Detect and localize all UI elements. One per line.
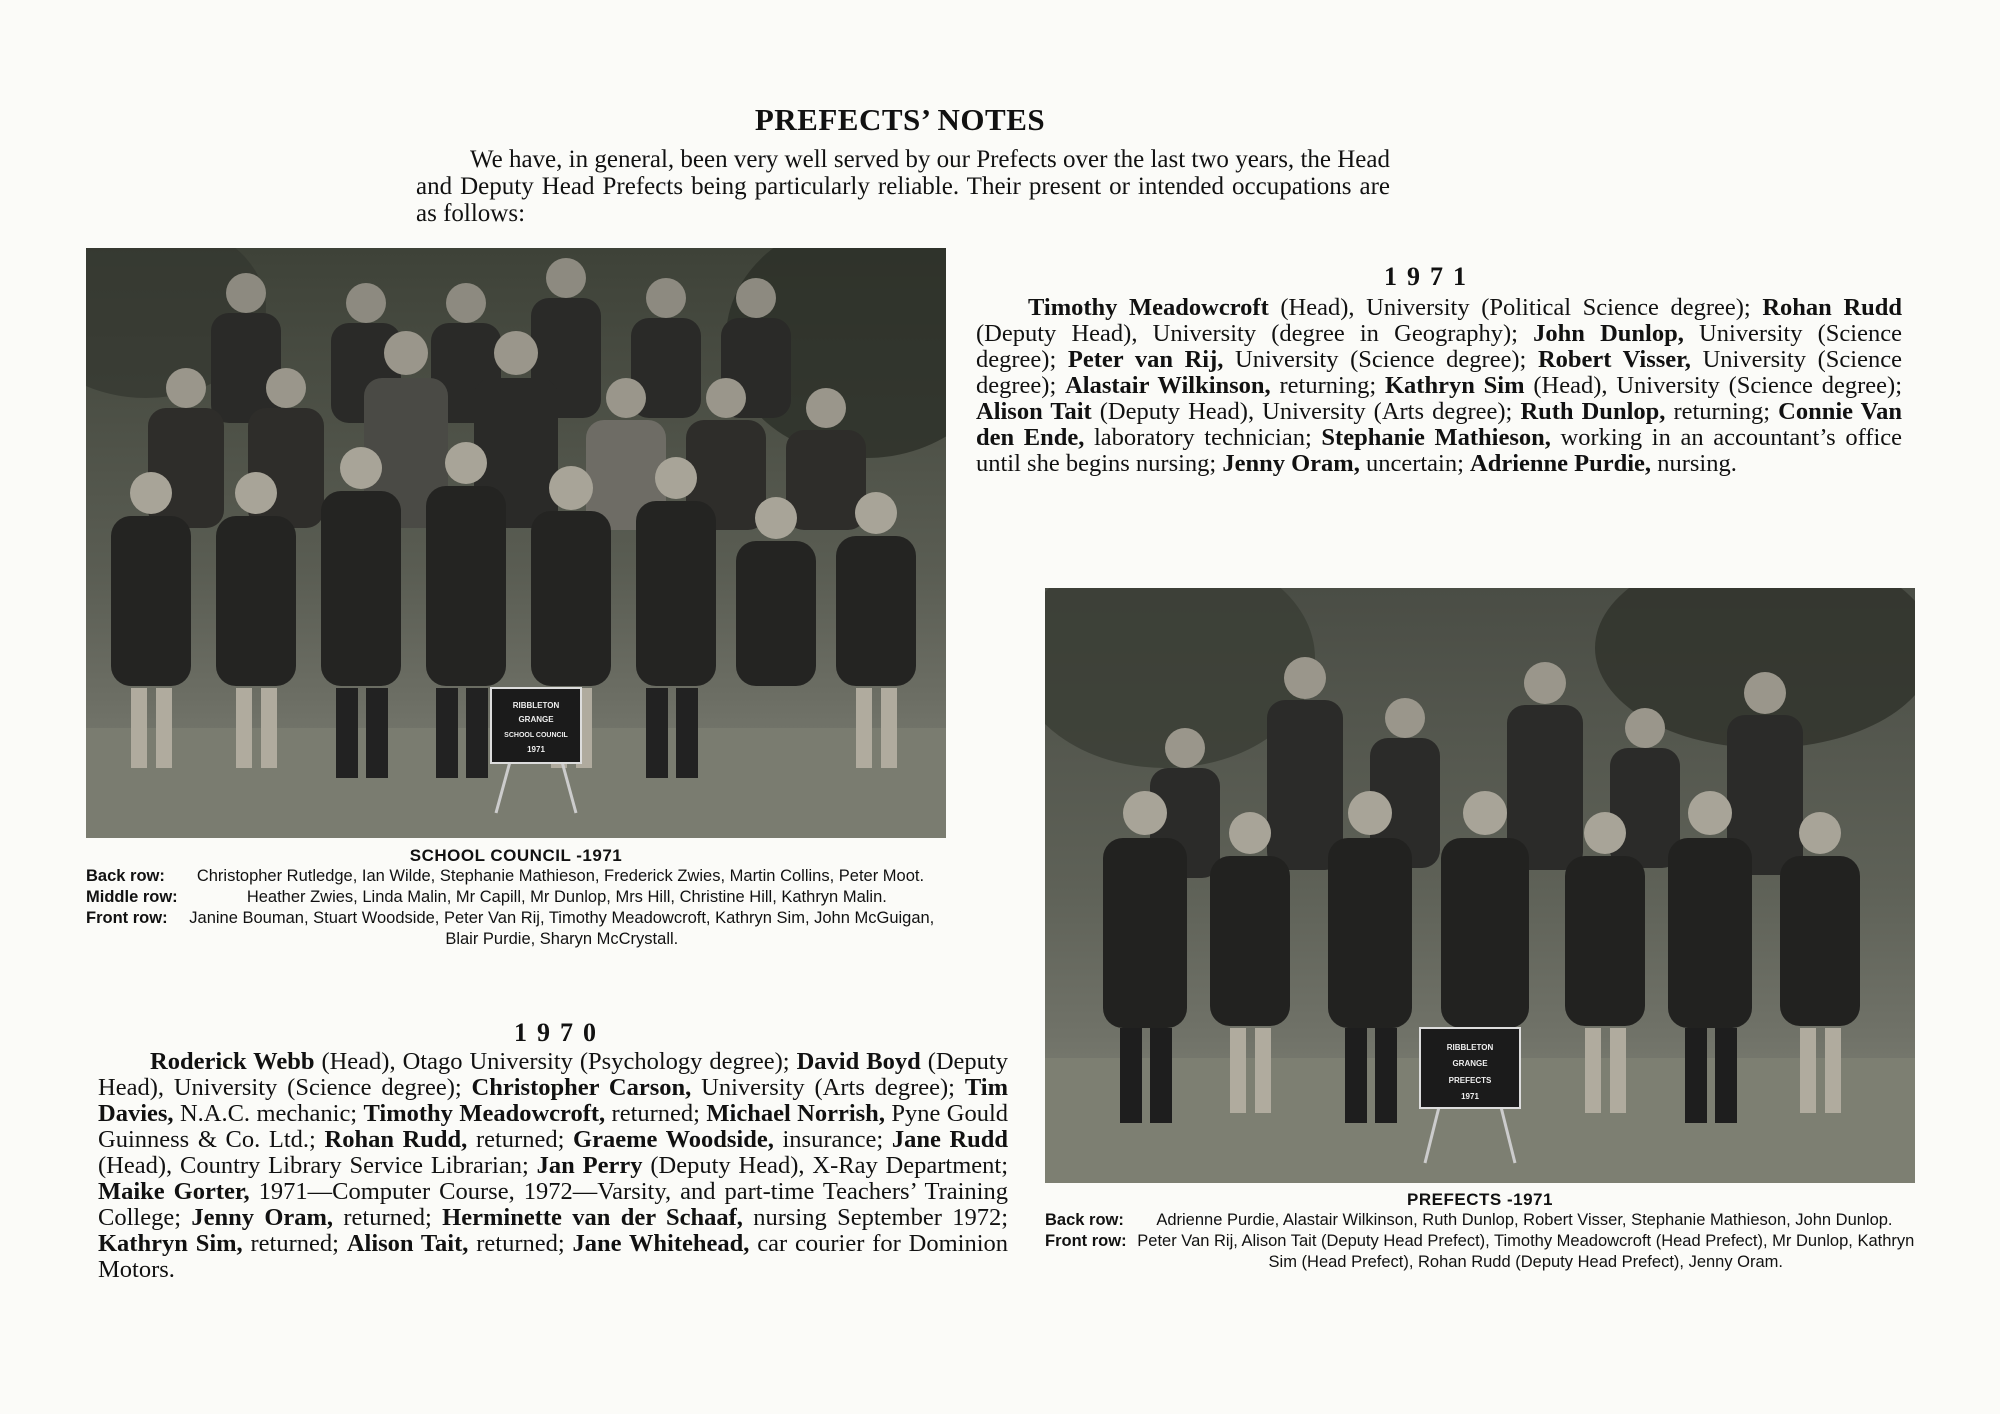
year-1970-entry-text: N.A.C. mechanic; xyxy=(173,1100,364,1127)
year-1971-entry-text: (Head), University (Science degree); xyxy=(1524,372,1903,399)
year-1971-entry-text: University (Science degree); xyxy=(1223,346,1538,373)
caption-row xyxy=(1045,1231,1915,1273)
sign2-line3: PREFECTS xyxy=(1448,1076,1492,1085)
year-1970-entry-name: Christopher Carson, xyxy=(471,1074,692,1101)
caption-row xyxy=(86,887,946,908)
year-1971-entry-name: Kathryn Sim xyxy=(1384,372,1525,399)
year-1971-entry-name: Jenny Oram, xyxy=(1222,450,1360,477)
caption-row-names: Janine Bouman, Stuart Woodside, Peter Van Rij, Timothy Meadowcroft, Kathryn Sim, John McGuigan, Blair Purdie, Sharyn McCrystall. xyxy=(189,909,935,948)
year-1970-heading: 1970 xyxy=(514,1018,606,1047)
year-1971-entry-name: Ruth Dunlop, xyxy=(1520,398,1666,425)
year-1970-entry-text: returned; xyxy=(242,1230,347,1257)
year-1971-entry-name: Stephanie Mathieson, xyxy=(1321,424,1551,451)
page-title: PREFECTS’ NOTES xyxy=(754,102,1046,137)
caption-row-names: Heather Zwies, Linda Malin, Mr Capill, Mr Dunlop, Mrs Hill, Christine Hill, Kathryn Malin. xyxy=(246,888,887,906)
year-1971-entry-text: (Deputy Head), University (degree in Geography); xyxy=(976,320,1534,347)
school-council-caption xyxy=(86,846,946,950)
caption-row-label: Back row: xyxy=(86,867,165,885)
year-1970-entry-text: University (Arts degree); xyxy=(691,1074,965,1101)
year-1970-entry-name: Rohan Rudd, xyxy=(324,1126,468,1153)
sign2-line4: 1971 xyxy=(1461,1092,1479,1101)
year-1971-text xyxy=(976,295,1902,477)
year-1970-entry-text: (Head), Otago University (Psychology degree); xyxy=(314,1048,797,1075)
year-1971-entry-text: working in an accountant’s office until she begins nursing; xyxy=(976,424,1903,477)
year-1971-entry-name: Alastair Wilkinson, xyxy=(1065,372,1271,399)
sign2-line2: GRANGE xyxy=(1452,1059,1488,1068)
year-1971-entry-text: University (Science degree); xyxy=(976,320,1902,373)
intro-text: We have, in general, been very well served by our Prefects over the last two years, the Head and Deputy Head Prefects being particularly reliable. Their present or intended occupations are as follows: xyxy=(416,146,1390,227)
year-1970-entry-name: Herminette van der Schaaf, xyxy=(442,1204,743,1231)
year-1970-entry-name: Jane Whitehead, xyxy=(572,1230,750,1257)
year-1971-entry-name: Robert Visser, xyxy=(1537,346,1691,373)
year-1971-entry-name: Adrienne Purdie, xyxy=(1470,450,1652,477)
year-1971-entry-text: returning; xyxy=(1665,398,1779,425)
year-1970-entry-name: Jenny Oram, xyxy=(191,1204,334,1231)
year-1971-entry-text: University (Science degree); xyxy=(976,346,1902,399)
caption-row-names: Adrienne Purdie, Alastair Wilkinson, Ruth Dunlop, Robert Visser, Stephanie Mathieson, John Dunlop. xyxy=(1156,1211,1893,1229)
caption-row xyxy=(86,866,946,887)
year-1970-entry-name: Jan Perry xyxy=(536,1152,643,1179)
year-1970-entry-name: Roderick Webb xyxy=(150,1048,315,1075)
caption-row xyxy=(1045,1210,1915,1231)
year-1970-entry-text: returned; xyxy=(605,1100,707,1127)
year-1970-text xyxy=(98,1049,1008,1283)
year-1971-entry-name: John Dunlop, xyxy=(1533,320,1684,347)
year-1970-entry-name: Graeme Woodside, xyxy=(573,1126,774,1153)
year-1971-entry-text: nursing. xyxy=(1651,450,1737,477)
intro-paragraph xyxy=(416,146,1390,227)
caption-row xyxy=(86,908,946,950)
sign1-line4: 1971 xyxy=(527,745,545,754)
year-1971-entry-name: Timothy Meadowcroft xyxy=(1028,294,1269,321)
caption-row-label: Front row: xyxy=(86,909,168,927)
year-1970-entry-text: 1971—Computer Course, 1972—Varsity, and part-time Teachers’ Training College; xyxy=(98,1178,1008,1231)
school-council-photo xyxy=(86,248,946,838)
caption-row-names: Peter Van Rij, Alison Tait (Deputy Head Prefect), Timothy Meadowcroft (Head Prefect), Mr Dunlop, Kathryn Sim (Head Prefect), Rohan Rudd (Deputy Head Prefect), Jenny Oram. xyxy=(1137,1232,1915,1271)
sign1-line1: RIBBLETON xyxy=(512,701,560,710)
year-1971-entry-text: returning; xyxy=(1270,372,1385,399)
year-1971-entry-name: Alison Tait xyxy=(976,398,1092,425)
year-1971-entry-name: Connie Van den Ende, xyxy=(976,398,1902,451)
year-1970-entry-name: Alison Tait, xyxy=(346,1230,469,1257)
year-1970-entry-text: Pyne Gould Guinness & Co. Ltd.; xyxy=(98,1100,1009,1153)
year-1971-heading: 1971 xyxy=(1384,262,1476,291)
year-1970-entry-text: car courier for Dominion Motors. xyxy=(98,1230,1008,1283)
year-1970-entry-name: David Boyd xyxy=(796,1048,921,1075)
year-1970-entry-text: (Deputy Head), University (Science degree); xyxy=(98,1048,1008,1101)
year-1971-entry-name: Rohan Rudd xyxy=(1762,294,1903,321)
year-1970-entry-name: Michael Norrish, xyxy=(706,1100,885,1127)
year-1970-entry-text: returned; xyxy=(468,1230,573,1257)
year-1970-entry-text: insurance; xyxy=(773,1126,892,1153)
year-1970-entry-name: Maike Gorter, xyxy=(98,1178,250,1205)
year-1971-entry-text: (Deputy Head), University (Arts degree); xyxy=(1091,398,1521,425)
year-1971-entry-text: uncertain; xyxy=(1359,450,1471,477)
prefects-photo xyxy=(1045,588,1915,1183)
school-council-photo-image xyxy=(86,248,946,838)
year-1970-entry-name: Tim Davies, xyxy=(98,1074,1009,1127)
year-1970-entry-name: Kathryn Sim, xyxy=(98,1230,243,1257)
sign1-line2: GRANGE xyxy=(518,715,554,724)
year-1970-entry-text: nursing September 1972; xyxy=(742,1204,1008,1231)
year-1971-entry-text: laboratory technician; xyxy=(1084,424,1322,451)
year-1971-entry-name: Peter van Rij, xyxy=(1067,346,1224,373)
prefects-photo-image xyxy=(1045,588,1915,1183)
caption-row-label: Front row: xyxy=(1045,1232,1127,1250)
caption-row-names: Christopher Rutledge, Ian Wilde, Stephanie Mathieson, Frederick Zwies, Martin Collins, Peter Moot. xyxy=(196,867,925,885)
caption-row-label: Middle row: xyxy=(86,888,178,906)
prefects-caption xyxy=(1045,1190,1915,1273)
year-1970-entry-text: (Deputy Head), X-Ray Department; xyxy=(642,1152,1009,1179)
year-1970-entry-text: returned; xyxy=(333,1204,443,1231)
school-council-caption-title: SCHOOL COUNCIL -1971 xyxy=(409,846,623,865)
sign1-line3: SCHOOL COUNCIL xyxy=(504,732,568,739)
sign2-line1: RIBBLETON xyxy=(1446,1043,1494,1052)
prefects-caption-title: PREFECTS -1971 xyxy=(1407,1190,1553,1209)
year-1970-entry-text: returned; xyxy=(467,1126,574,1153)
caption-row-label: Back row: xyxy=(1045,1211,1124,1229)
year-1970-entry-text: (Head), Country Library Service Librarian; xyxy=(98,1152,537,1179)
year-1971-entry-text: (Head), University (Political Science degree); xyxy=(1268,294,1763,321)
year-1970-entry-name: Timothy Meadowcroft, xyxy=(363,1100,606,1127)
year-1970-entry-name: Jane Rudd xyxy=(891,1126,1009,1153)
